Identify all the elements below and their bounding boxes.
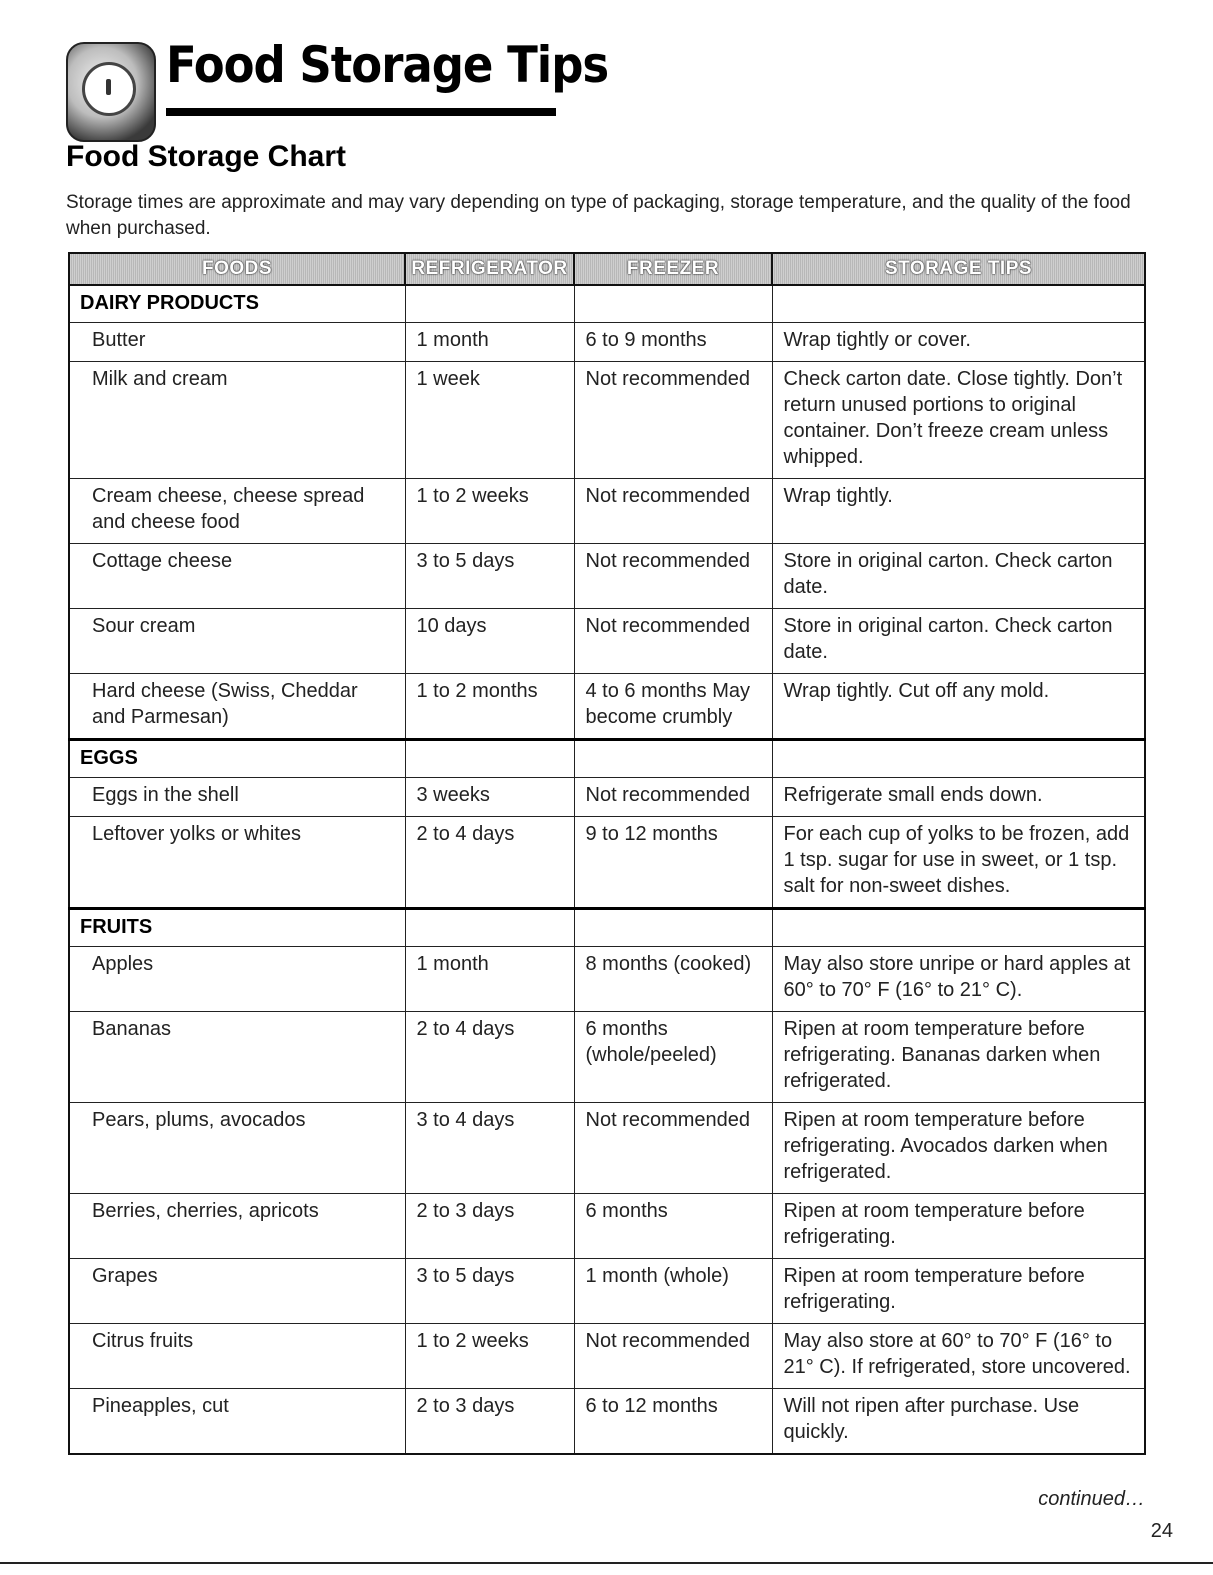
storage-tips-cell: Wrap tightly. Cut off any mold. <box>772 674 1145 740</box>
refrigerator-cell: 3 weeks <box>405 778 574 817</box>
table-header <box>69 253 1145 285</box>
freezer-cell: 4 to 6 months May become crumbly <box>574 674 772 740</box>
table-row <box>69 1389 1145 1455</box>
storage-tips-cell: Refrigerate small ends down. <box>772 778 1145 817</box>
empty-cell <box>405 909 574 947</box>
category-label: FRUITS <box>69 909 405 947</box>
freezer-cell: Not recommended <box>574 609 772 674</box>
storage-tips-cell: Will not ripen after purchase. Use quickly. <box>772 1389 1145 1455</box>
empty-cell <box>772 740 1145 778</box>
freezer-cell: Not recommended <box>574 1324 772 1389</box>
freezer-cell: 6 to 9 months <box>574 323 772 362</box>
empty-cell <box>772 285 1145 323</box>
table-row <box>69 479 1145 544</box>
storage-tips-cell: Store in original carton. Check carton date. <box>772 544 1145 609</box>
empty-cell <box>574 909 772 947</box>
storage-tips-cell: For each cup of yolks to be frozen, add 1 tsp. sugar for use in sweet, or 1 tsp. salt for non-sweet dishes. <box>772 817 1145 909</box>
table-row <box>69 609 1145 674</box>
food-cell: Pears, plums, avocados <box>69 1103 405 1194</box>
food-cell: Cottage cheese <box>69 544 405 609</box>
freezer-cell: Not recommended <box>574 362 772 479</box>
title-underline <box>166 108 556 116</box>
freezer-cell: Not recommended <box>574 778 772 817</box>
intro-paragraph: Storage times are approximate and may vary depending on type of packaging, storage temperature, and the quality of the food when purchased. <box>66 192 1131 239</box>
freezer-cell: Not recommended <box>574 479 772 544</box>
page-header <box>66 28 609 128</box>
table-row <box>69 544 1145 609</box>
table-row <box>69 1103 1145 1194</box>
freezer-cell: 9 to 12 months <box>574 817 772 909</box>
freezer-cell: 1 month (whole) <box>574 1259 772 1324</box>
food-cell: Eggs in the shell <box>69 778 405 817</box>
column-header-storage-tips: STORAGE TIPS <box>772 253 1145 285</box>
refrigerator-cell: 1 to 2 months <box>405 674 574 740</box>
category-label: EGGS <box>69 740 405 778</box>
storage-tips-cell: Ripen at room temperature before refrigerating. <box>772 1194 1145 1259</box>
freezer-cell: Not recommended <box>574 544 772 609</box>
column-header-foods: FOODS <box>69 253 405 285</box>
column-header-freezer: FREEZER <box>574 253 772 285</box>
food-cell: Grapes <box>69 1259 405 1324</box>
storage-tips-cell: Ripen at room temperature before refrigerating. <box>772 1259 1145 1324</box>
food-cell: Hard cheese (Swiss, Cheddar and Parmesan) <box>69 674 405 740</box>
table-row <box>69 362 1145 479</box>
storage-tips-cell: Ripen at room temperature before refrigerating. Avocados darken when refrigerated. <box>772 1103 1145 1194</box>
page-title: Food Storage Tips <box>166 36 609 94</box>
food-storage-table <box>68 252 1146 1455</box>
category-label: DAIRY PRODUCTS <box>69 285 405 323</box>
refrigerator-cell: 2 to 3 days <box>405 1194 574 1259</box>
freezer-cell: 8 months (cooked) <box>574 947 772 1012</box>
storage-tips-cell: Wrap tightly or cover. <box>772 323 1145 362</box>
storage-tips-cell: Wrap tightly. <box>772 479 1145 544</box>
freezer-cell: 6 to 12 months <box>574 1389 772 1455</box>
refrigerator-cell: 1 month <box>405 947 574 1012</box>
food-cell: Milk and cream <box>69 362 405 479</box>
freezer-cell: 6 months (whole/peeled) <box>574 1012 772 1103</box>
bottom-rule <box>0 1562 1213 1564</box>
food-cell: Bananas <box>69 1012 405 1103</box>
empty-cell <box>574 285 772 323</box>
food-cell: Sour cream <box>69 609 405 674</box>
refrigerator-cell: 2 to 4 days <box>405 1012 574 1103</box>
storage-tips-cell: May also store unripe or hard apples at 60° to 70° F (16° to 21° C). <box>772 947 1145 1012</box>
storage-tips-cell: Ripen at room temperature before refrigerating. Bananas darken when refrigerated. <box>772 1012 1145 1103</box>
refrigerator-cell: 1 to 2 weeks <box>405 1324 574 1389</box>
refrigerator-cell: 3 to 5 days <box>405 544 574 609</box>
food-cell: Butter <box>69 323 405 362</box>
storage-tips-cell: May also store at 60° to 70° F (16° to 21° C). If refrigerated, store uncovered. <box>772 1324 1145 1389</box>
continued-note: continued… <box>1038 1488 1145 1510</box>
refrigerator-cell: 1 to 2 weeks <box>405 479 574 544</box>
table-row <box>69 778 1145 817</box>
table-row <box>69 674 1145 740</box>
category-row <box>69 740 1145 778</box>
category-row <box>69 285 1145 323</box>
empty-cell <box>772 909 1145 947</box>
storage-tips-cell: Store in original carton. Check carton date. <box>772 609 1145 674</box>
table-row <box>69 323 1145 362</box>
food-cell: Leftover yolks or whites <box>69 817 405 909</box>
section-title: Food Storage Chart <box>66 140 347 173</box>
refrigerator-cell: 3 to 5 days <box>405 1259 574 1324</box>
empty-cell <box>405 740 574 778</box>
column-header-refrigerator: REFRIGERATOR <box>405 253 574 285</box>
table-body <box>69 285 1145 1454</box>
refrigerator-cell: 3 to 4 days <box>405 1103 574 1194</box>
storage-tips-cell: Check carton date. Close tightly. Don’t return unused portions to original container. Don’t freeze cream unless whipped. <box>772 362 1145 479</box>
table-row <box>69 1259 1145 1324</box>
table-row <box>69 1194 1145 1259</box>
refrigerator-cell: 2 to 3 days <box>405 1389 574 1455</box>
table-row <box>69 1324 1145 1389</box>
freezer-cell: Not recommended <box>574 1103 772 1194</box>
food-cell: Cream cheese, cheese spread and cheese food <box>69 479 405 544</box>
food-cell: Apples <box>69 947 405 1012</box>
food-cell: Citrus fruits <box>69 1324 405 1389</box>
table-row <box>69 817 1145 909</box>
freezer-cell: 6 months <box>574 1194 772 1259</box>
refrigerator-cell: 1 week <box>405 362 574 479</box>
refrigerator-dial-icon <box>66 42 156 142</box>
empty-cell <box>405 285 574 323</box>
table-row <box>69 1012 1145 1103</box>
refrigerator-cell: 10 days <box>405 609 574 674</box>
page-number: 24 <box>1150 1520 1173 1542</box>
empty-cell <box>574 740 772 778</box>
refrigerator-cell: 1 month <box>405 323 574 362</box>
food-cell: Berries, cherries, apricots <box>69 1194 405 1259</box>
refrigerator-cell: 2 to 4 days <box>405 817 574 909</box>
food-cell: Pineapples, cut <box>69 1389 405 1455</box>
table-row <box>69 947 1145 1012</box>
category-row <box>69 909 1145 947</box>
